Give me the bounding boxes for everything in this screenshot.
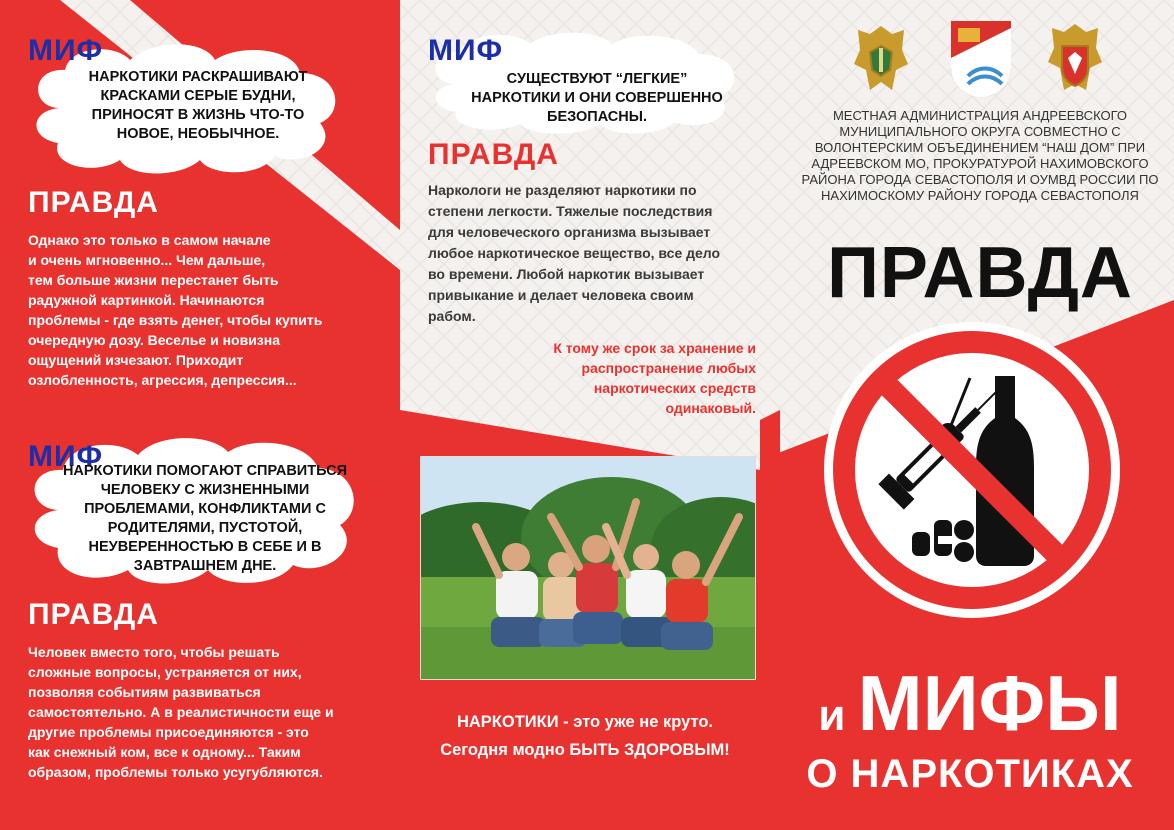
organizers-text: МЕСТНАЯ АДМИНИСТРАЦИЯ АНДРЕЕВСКОГО МУНИЦИПАЛЬНОГО ОКРУГА СОВМЕСТНО С ВОЛОНТЕРСКИМ ОБЪЕДИНЕНИЕМ “НАШ ДОМ” ПРИ АДРЕЕВСКОМ МО, ПРОКУРАТУРОЙ НАХИМОВСКОГО РАЙОНА ГОРОДА СЕВАСТОПОЛЯ И ОУМВД РОССИИ ПО НАХИМОСКОМУ РАЙОНУ ГОРОДА СЕВАСТОПОЛЯ xyxy=(801,108,1159,203)
slogan-line-1: НАРКОТИКИ - это уже не круто. xyxy=(456,713,714,731)
truth-text-2: Человек вместо того, чтобы решать сложные вопросы, устраняется от них, позволяя событиям развиваться самостоятельно. А в реалистичности еще и другие проблемы присоединяются - это как снежный ком, все к одному... Таким образом, проблемы только усугубляются. xyxy=(28,644,334,780)
truth-text-1: Однако это только в самом начале и очень мгновенно... Чем дальше, тем больше жизни перестанет быть радужной картинкой. Начинаются проблемы - где взять денег, чтобы купить очередную дозу. Веселье и новизна ощущений изчезают. Приходит озлобленность, агрессия, депрессия... xyxy=(28,232,323,388)
slogan-prefix: Сегодня модно xyxy=(440,741,570,759)
prosecutor-emblem-icon xyxy=(852,20,910,98)
myth-label-1: МИФ xyxy=(28,34,104,67)
slogan-line-2 xyxy=(410,736,760,764)
myth-text-2: НАРКОТИКИ ПОМОГАЮТ СПРАВИТЬСЯ ЧЕЛОВЕКУ С ЖИЗНЕННЫМИ ПРОБЛЕМАМИ, КОНФЛИКТАМИ С РОДИТЕЛЯМИ, ПУСТОТОЙ, НЕУВЕРЕННОСТЬЮ В СЕБЕ И В ЗАВТРАШНЕМ ДНЕ. xyxy=(62,463,348,574)
title-about-drugs: О НАРКОТИКАХ xyxy=(806,752,1134,796)
police-emblem-icon xyxy=(1046,20,1104,100)
slogan-bold: БЫТЬ ЗДОРОВЫМ! xyxy=(569,741,730,759)
no-drugs-sign-icon xyxy=(820,318,1124,622)
district-coat-of-arms-icon xyxy=(948,18,1014,100)
truth-label-1: ПРАВДА xyxy=(28,186,159,219)
title-and-myths xyxy=(780,658,1160,749)
slogan xyxy=(410,708,760,764)
title-truth: ПРАВДА xyxy=(827,233,1133,313)
title-myths: МИФЫ xyxy=(857,659,1122,747)
truth-text-3: Наркологи не разделяют наркотики по степени легкости. Тяжелые последствия для человеческого организма вызывает любое наркотическое вещество, все дело во времени. Любой наркотик вызывает привыкание и делает человека своим рабом. xyxy=(428,182,721,324)
myth-label-3: МИФ xyxy=(428,34,504,67)
myth-text-3: СУЩЕСТВУЮТ “ЛЕГКИЕ” НАРКОТИКИ И ОНИ СОВЕРШЕННО БЕЗОПАСНЫ. xyxy=(471,71,723,125)
group-photo xyxy=(420,456,756,680)
myth-label-2: МИФ xyxy=(28,440,104,473)
myth-text-1: НАРКОТИКИ РАСКРАШИВАЮТ КРАСКАМИ СЕРЫЕ БУДНИ, ПРИНОСЯТ В ЖИЗНЬ ЧТО-ТО НОВОЕ, НЕОБЫЧНОЕ. xyxy=(88,69,308,142)
truth-label-3: ПРАВДА xyxy=(428,138,559,171)
truth-label-2: ПРАВДА xyxy=(28,598,159,631)
group-photo-illustration xyxy=(421,457,755,679)
extra-note: К тому же срок за хранение и распространение любых наркотических средств одинаковый. xyxy=(553,340,756,416)
title-and: и xyxy=(818,691,858,740)
